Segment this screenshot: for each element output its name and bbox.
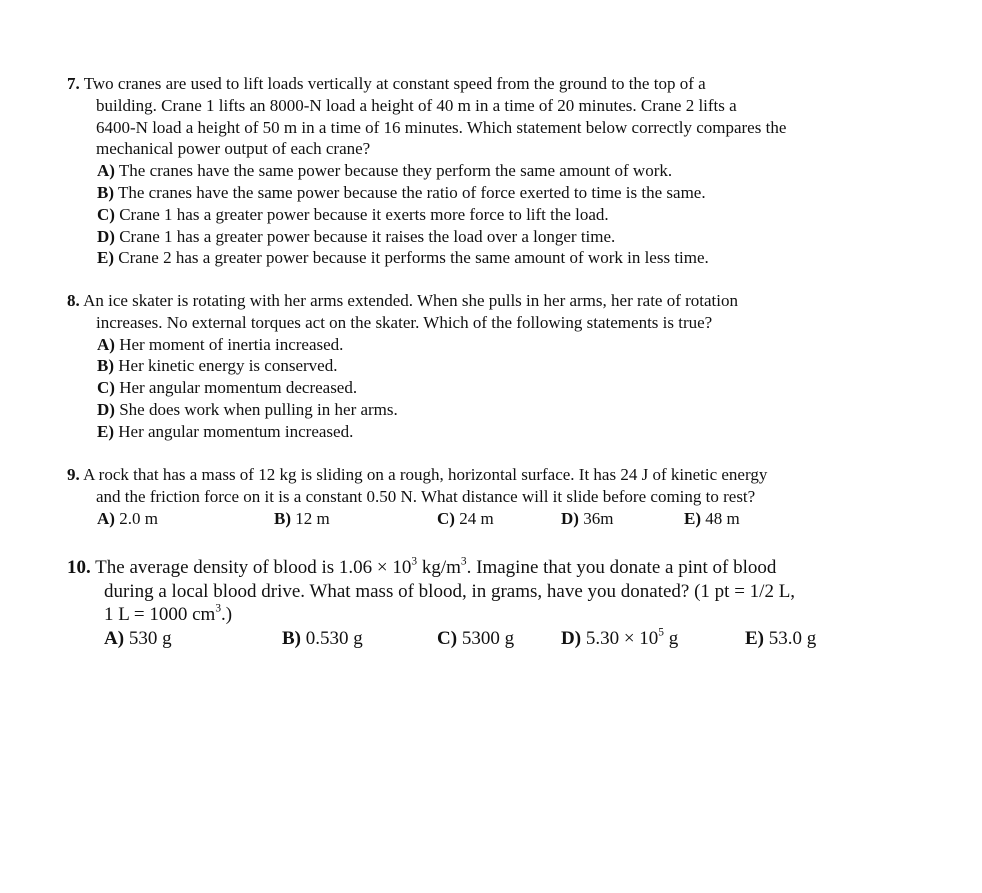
question-text: 6400-N load a height of 50 m in a time of 16 minutes. Which statement below correctly compares the bbox=[96, 117, 787, 137]
option-b: B) 0.530 g bbox=[282, 627, 363, 649]
option-b: B) The cranes have the same power because the ratio of force exerted to time is the same. bbox=[97, 182, 706, 202]
question-number: 7. bbox=[67, 74, 80, 93]
option-c: C) Crane 1 has a greater power because it exerts more force to lift the load. bbox=[97, 204, 609, 224]
question-7 bbox=[67, 73, 887, 269]
question-text: Two cranes are used to lift loads vertically at constant speed from the ground to the top of a bbox=[83, 74, 706, 93]
question-text: during a local blood drive. What mass of blood, in grams, have you donated? (1 pt = 1/2 L, bbox=[104, 580, 796, 602]
question-text: 1 L = 1000 $cm^3$.) bbox=[104, 602, 233, 625]
question-text: The average density of blood is $1.06 \times 10^3$ $kg/m^3$. Imagine that you donate a pint of blood bbox=[95, 555, 777, 578]
question-10-stem bbox=[67, 556, 887, 580]
question-number: 9. bbox=[67, 465, 80, 484]
question-number: 8. bbox=[67, 291, 80, 310]
question-9 bbox=[67, 464, 887, 530]
question-10 bbox=[67, 556, 887, 653]
option-a: A) 530 g bbox=[104, 627, 172, 649]
question-text: building. Crane 1 lifts an 8000-N load a height of 40 m in a time of 20 minutes. Crane 2 lifts a bbox=[96, 95, 737, 115]
question-8 bbox=[67, 290, 887, 443]
option-b: B) Her kinetic energy is conserved. bbox=[97, 356, 338, 376]
option-a: A) The cranes have the same power because they perform the same amount of work. bbox=[97, 161, 673, 181]
option-a: A) 2.0 m bbox=[97, 508, 158, 528]
question-text: A rock that has a mass of 12 kg is sliding on a rough, horizontal surface. It has 24 J of kinetic energy bbox=[83, 465, 768, 484]
option-b: B) 12 m bbox=[274, 508, 330, 528]
question-9-stem bbox=[67, 464, 887, 486]
question-text: increases. No external torques act on the skater. Which of the following statements is true? bbox=[96, 312, 713, 332]
option-e: E) 53.0 g bbox=[745, 627, 817, 649]
option-c: C) 24 m bbox=[437, 508, 494, 528]
options-row bbox=[67, 627, 887, 653]
options-row bbox=[67, 508, 887, 530]
option-d: D) Crane 1 has a greater power because it raises the load over a longer time. bbox=[97, 226, 616, 246]
question-text: An ice skater is rotating with her arms extended. When she pulls in her arms, her rate of rotation bbox=[83, 291, 738, 310]
option-d: D) She does work when pulling in her arms. bbox=[97, 399, 398, 419]
option-e: E) Crane 2 has a greater power because it performs the same amount of work in less time. bbox=[97, 248, 709, 268]
question-7-stem bbox=[67, 73, 887, 95]
option-e: E) 48 m bbox=[684, 508, 740, 528]
question-text: mechanical power output of each crane? bbox=[96, 139, 371, 159]
question-number: 10. bbox=[67, 557, 91, 578]
option-c: C) Her angular momentum decreased. bbox=[97, 378, 358, 398]
option-d: D) 36m bbox=[561, 508, 614, 528]
option-a: A) Her moment of inertia increased. bbox=[97, 334, 344, 354]
question-text: and the friction force on it is a constant 0.50 N. What distance will it slide before coming to rest? bbox=[96, 486, 756, 506]
question-8-stem bbox=[67, 290, 887, 312]
option-e: E) Her angular momentum increased. bbox=[97, 421, 354, 441]
option-c: C) 5300 g bbox=[437, 627, 515, 649]
option-d: D) $5.30 \times 10^5$ g bbox=[561, 625, 679, 649]
